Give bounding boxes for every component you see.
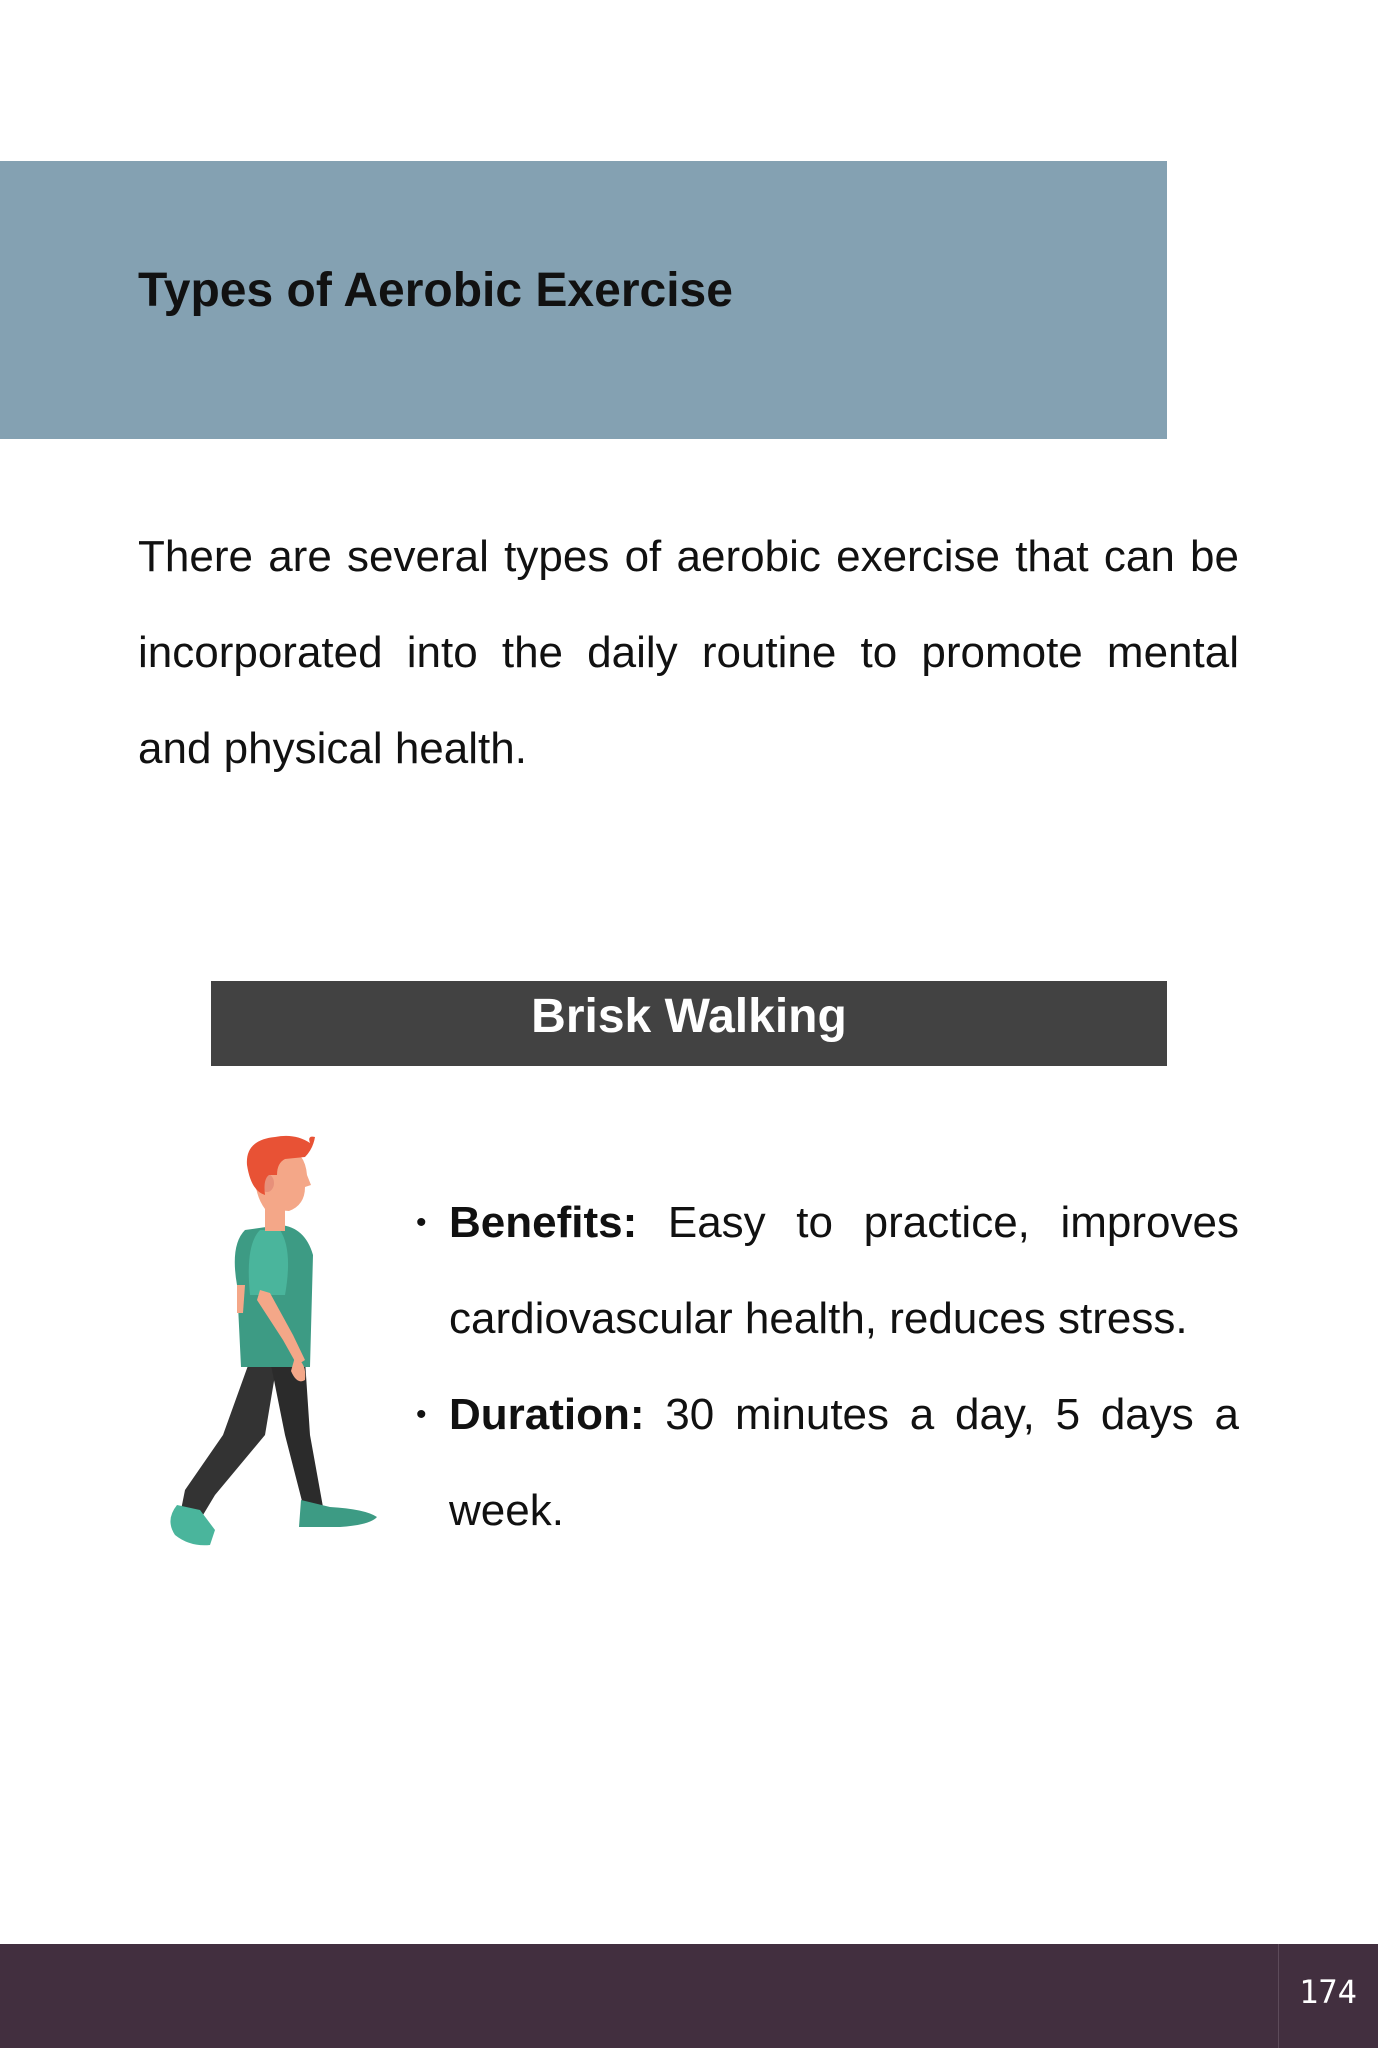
list-item-benefits: [410, 1175, 1239, 1367]
bullet-text: 30 minutes a day, 5 days a week.: [449, 1390, 1239, 1535]
section-header-bar: [211, 981, 1167, 1066]
bullet-text: Easy to practice, improves cardiovascular health, reduces stress.: [449, 1198, 1239, 1343]
page-number: 174: [1299, 1973, 1357, 2011]
list-item-duration: [410, 1367, 1239, 1559]
bullet-dot-icon: •: [416, 1206, 427, 1239]
page-title: Types of Aerobic Exercise: [138, 264, 733, 317]
bullet-dot-icon: •: [416, 1398, 427, 1431]
walking-person-icon: [165, 1135, 390, 1555]
intro-paragraph: There are several types of aerobic exercise that can be incorporated into the daily routine to promote mental and physical health.: [138, 532, 1239, 773]
bullet-label: Duration:: [449, 1390, 645, 1439]
bullet-label: Benefits:: [449, 1198, 638, 1247]
title-band: [0, 161, 1167, 439]
benefits-list: [410, 1175, 1239, 1559]
section-title: Brisk Walking: [531, 990, 847, 1043]
page-footer: [0, 1944, 1378, 2048]
